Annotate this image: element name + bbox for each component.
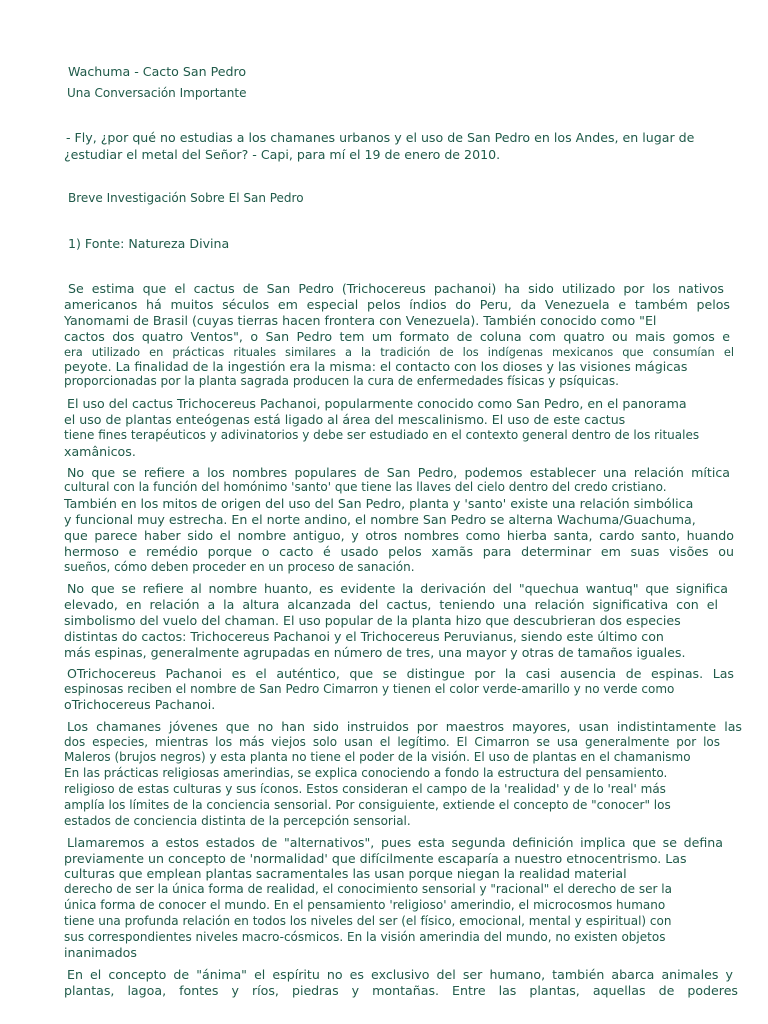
paragraph-line: espinosas reciben el nombre de San Pedro Cimarron y tienen el color verde-amarillo y no verde como (64, 682, 675, 696)
paragraph-line: sus correspondientes niveles macro-cósmicos. En la visión amerindia del mundo, no existen objetos (64, 930, 666, 944)
paragraph-line: oTrichocereus Pachanoi. (64, 697, 216, 712)
paragraph-line: religioso de estas culturas y sus íconos. Estos consideran el campo de la 'realidad' y de lo 'real' más (64, 782, 666, 796)
paragraph-line: cactos dos quatro Ventos", o San Pedro tem um formato de coluna com quatro ou mais gomos e (64, 329, 730, 344)
paragraph-line: que parece haber sido el nombre antiguo, y otros nombres como hierba santa, cardo santo, huando (64, 528, 734, 543)
paragraph-line: Maleros (brujos negros) y esta planta no tiene el poder de la visión. El uso de plantas en el chamanismo (64, 750, 691, 764)
paragraph-line: inanimados (64, 945, 137, 960)
paragraph-line: El uso del cactus Trichocereus Pachanoi, popularmente conocido como San Pedro, en el panorama (67, 396, 687, 411)
paragraph-line: simbolismo del vuelo del chaman. El uso popular de la planta hizo que descubrieran dos especies (64, 613, 681, 628)
paragraph-line: distintas do cactos: Trichocereus Pachanoi y el Trichocereus Peruvianus, siendo este último con (64, 629, 664, 644)
paragraph-line: Se estima que el cactus de San Pedro (Trichocereus pachanoi) ha sido utilizado por los nativos (68, 281, 724, 296)
paragraph-line: más espinas, generalmente agrupadas en número de tres, una mayor y otras de tamaños iguales. (64, 645, 686, 660)
paragraph-line: OTrichocereus Pachanoi es el auténtico, que se distingue por la casi ausencia de espinas. Las (67, 666, 734, 681)
paragraph-line: hermoso e remédio porque o cacto é usado pelos xamãs para determinar em suas visões ou (64, 544, 734, 559)
paragraph-line: previamente un concepto de 'normalidad' que difícilmente escaparía a nuestro etnocentrismo. Las (64, 851, 687, 866)
paragraph-line: En el concepto de "ánima" el espíritu no es exclusivo del ser humano, también abarca animales y (67, 967, 733, 982)
paragraph-line: sueños, cómo deben proceder en un proceso de sanación. (64, 560, 415, 574)
subsection-heading: 1) Fonte: Natureza Divina (68, 236, 230, 251)
paragraph-line: estados de conciencia distinta de la percepción sensorial. (64, 814, 411, 828)
paragraph-line: Llamaremos a estos estados de "alternativos", pues esta segunda definición implica que se defina (67, 835, 723, 850)
paragraph-line: También en los mitos de origen del uso del San Pedro, planta y 'santo' existe una relación simbólica (64, 496, 694, 511)
paragraph-line: culturas que emplean plantas sacramentales las usan porque niegan la realidad material (64, 866, 627, 881)
paragraph-line: era utilizado en prácticas rituales similares a la tradición de los indígenas mexicanos que consumían el (64, 345, 734, 359)
paragraph-line: y funcional muy estrecha. En el norte andino, el nombre San Pedro se alterna Wachuma/Guachuma, (64, 512, 696, 527)
paragraph-line: cultural con la función del homónimo 'santo' que tiene las llaves del cielo dentro del credo cristiano. (64, 480, 667, 494)
paragraph-line: amplía los límites de la conciencia sensorial. Por consiguiente, extiende el concepto de "conocer" los (64, 798, 671, 812)
document-title: Wachuma - Cacto San Pedro (68, 64, 247, 79)
intro-line-1: - Fly, ¿por qué no estudias a los chamanes urbanos y el uso de San Pedro en los Andes, en lugar de (66, 130, 695, 145)
paragraph-line: proporcionadas por la planta sagrada producen la cura de enfermedades físicas y psíquicas. (64, 374, 619, 388)
paragraph-line: tiene una profunda relación en todos los niveles del ser (el físico, emocional, mental y espiritual) con (64, 914, 672, 928)
paragraph-line: única forma de conocer el mundo. En el pensamiento 'religioso' amerindio, el microcosmos humano (64, 898, 666, 912)
paragraph-line: Yanomami de Brasil (cuyas tierras hacen frontera con Venezuela). También conocido como "El (64, 313, 657, 328)
section-heading: Breve Investigación Sobre El San Pedro (68, 191, 304, 205)
paragraph-line: xamânicos. (64, 444, 136, 459)
intro-line-2: ¿estudiar el metal del Señor? - Capi, para mí el 19 de enero de 2010. (64, 147, 501, 162)
paragraph-line: tiene fines terapéuticos y adivinatorios y debe ser estudiado en el contexto general dentro de los rituales (64, 428, 700, 442)
paragraph-line: No que se refiere al nombre huanto, es evidente la derivación del "quechua wantuq" que significa (67, 581, 728, 596)
paragraph-line: el uso de plantas enteógenas está ligado al área del mescalinismo. El uso de este cactus (64, 412, 626, 427)
paragraph-line: En las prácticas religiosas amerindias, se explica conociendo a fondo la estructura del pensamiento. (64, 766, 668, 780)
paragraph-line: americanos há muitos séculos em especial pelos índios do Peru, da Venezuela e também pelos (64, 297, 730, 312)
paragraph-line: peyote. La finalidad de la ingestión era la misma: el contacto con los dioses y las visiones mágicas (64, 359, 688, 374)
paragraph-line: Los chamanes jóvenes que no han sido instruidos por maestros mayores, usan indistintamente las (67, 719, 742, 734)
paragraph-line: elevado, en relación a la altura alcanzada del cactus, teniendo una relación significativa con el (64, 597, 718, 612)
document-subtitle: Una Conversación Importante (67, 86, 247, 100)
paragraph-line: dos especies, mientras los más viejos solo usan el legítimo. El Cimarron se usa generalmente por los (64, 735, 720, 749)
paragraph-line: No que se refiere a los nombres populares de San Pedro, podemos establecer una relación mítica (67, 465, 730, 480)
paragraph-line: derecho de ser la única forma de realidad, el conocimiento sensorial y "racional" el derecho de ser la (64, 882, 672, 896)
paragraph-line: plantas, lagoa, fontes y ríos, piedras y montañas. Entre las plantas, aquellas de poderes (64, 983, 738, 998)
